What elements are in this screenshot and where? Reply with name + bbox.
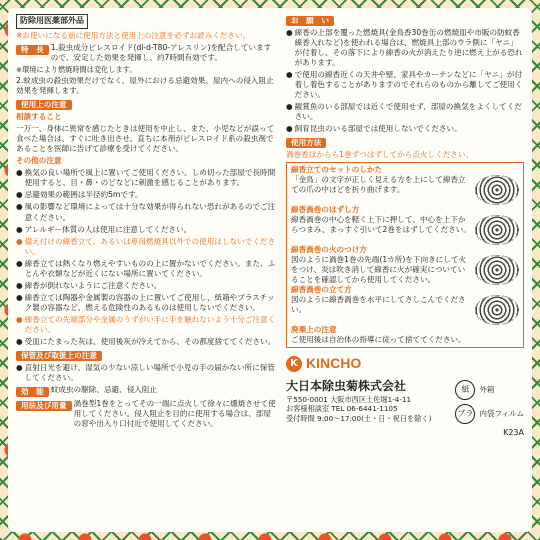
quasi-drug-header: 防除用医薬部外品 (16, 14, 88, 29)
kincho-mark-icon: K (286, 356, 302, 372)
set-header: 線香渦巻の立て方 (291, 285, 352, 295)
set-text: 図のように線香渦巻を水平にしてさしこんでください。 (291, 295, 466, 315)
other-item: ● 備え付けの線香立て、あるいは専用燃焼具以外での使用はしないでください。 (16, 236, 276, 256)
plastic-recycle-mark: プラ 内袋フィルム (455, 404, 524, 424)
light-text: 図のように渦巻1巻の先端(1カ所)を下向きにして火をつけ、炎は吹き消して線香に火が確実についていることを確認してから使用してください。 (291, 255, 467, 285)
stand-illustration-icon (475, 175, 519, 205)
consult-header: 相談すること (16, 112, 62, 122)
efficacy: 効 能 蚊成虫の駆除、忌避、侵入阻止 (16, 385, 278, 397)
left-column (16, 14, 278, 526)
separate-header: 線香渦巻のはずし方 (291, 205, 360, 215)
company-name: 大日本除虫菊株式会社 (286, 378, 407, 393)
stand-header: 線香立てのセットのしかた (291, 165, 383, 175)
other-item: ● 線香立ては熱くなり燃えやすいものの上に置かないでください。また、ふとんや衣類などが近くにない場所に置いてください。 (16, 258, 276, 278)
usage-method-text: 渦巻香はからら1巻ずつはずしてから点火しください。 (286, 150, 474, 160)
right-column (286, 14, 524, 526)
other-item: ● 風の影響など環境によっては十分な効果が得られない恐れがあるのでご注意ください。 (16, 202, 276, 222)
precautions-header: 使用上の注意 (16, 100, 72, 110)
holder-illustration-icon (475, 295, 519, 325)
request-header: お 願 い (286, 16, 334, 26)
dispose-header: 廃棄上の注意 (291, 325, 337, 335)
customer-phone: お客様相談室 TEL 06-6441-1105 (286, 404, 398, 414)
other-item: ● アレルギー体質の人は使用に注意してください。 (16, 224, 192, 234)
feature-1: 特 長 1.殺虫成分ピレスロイド(dl-d-T80-アレスリン)を配合していますので、安定した効果を発揮し、約7時間有効です。 (16, 43, 278, 63)
other-item: ● 換気の良い場所で風上に置いてご使用ください。しめ切った部屋で長時間使用すると、目・鼻・のどなどに刺激を感じることがあります。 (16, 168, 276, 188)
request-item: ● 線香の上部を覆った燃焼具(金鳥香30巻缶の燃焼皿や市販の防蚊香線香入れなど)を使われる場合は、燃焼具上部のウラ側に「ヤニ」が付着し、その落下により線香の火が消えたり逆に燃え上がる恐れがあります。 (286, 28, 523, 68)
paper-recycle-icon: 紙 (455, 380, 475, 400)
plastic-recycle-icon: プラ (455, 404, 475, 424)
product-code: K23A (503, 427, 524, 437)
request-item: ● で使用の線香近くの天井や壁、家具やカーテンなどに「ヤニ」が付着し着色することがありますのでそれらのものから離してご使用ください。 (286, 70, 523, 100)
usage-dosage: 用法及び用量 渦巻型1巻をとってその一端に点火して徐々に燻焼させて使用してください。侵入阻止を目的に使用する場合は、部屋の窓や出入り口付近で使用してください。 (16, 399, 278, 429)
other-precautions-header: その他の注意 (16, 156, 62, 166)
storage-header: 保管及び取扱上の注意 (16, 351, 102, 361)
separate-illustration-icon (475, 215, 519, 245)
other-item: ● 受皿にたまった灰は、使用後灰が冷えてから、その都度捨ててください。 (16, 336, 276, 346)
read-first-warning: ※お使いになる前に使用方法と使用上の注意を必ずお読みください。 (16, 30, 251, 40)
dispose-text: ご使用後は自治体の指導に従って捨ててください。 (291, 335, 466, 345)
light-header: 線香渦巻の火のつけ方 (291, 245, 367, 255)
other-item: ● 忌避効果の範囲は半径約5mです。 (16, 190, 143, 200)
other-item: ● 線香立ては陶器や金属製の容器の上に置いてご使用し、紙箱やプラスチック製の容器など、燃える危険性のあるものは使用しないでください。 (16, 292, 275, 312)
stand-text: 「金鳥」の文字が正しく見える方を上にして線香立ての爪の中ほどを折り曲げます。 (291, 175, 466, 195)
storage-text: ● 直射日光を避け、湿気の少ない涼しい場所で小児の手の届かない所に保管してください。 (16, 362, 275, 382)
request-item: ● 観賞魚のいる部屋では近くで使用せず、部屋の換気をよくしてください。 (286, 102, 522, 122)
separate-text: 線香渦巻の中心を軽く上下に押して、中心を上下からつまみ、まっすぐ引いて2巻をはずしてください。 (291, 215, 471, 235)
other-item: ● 線香立ての先端部分や金属のうずがい手に手を触れないよう十分ご注意ください。 (16, 314, 276, 334)
business-hours: 受付時間 9:00〜17:00(土・日・祝日を除く) (286, 414, 432, 424)
consult-text: 一万一、身体に異常を感じたときは使用を中止し、また、小児などが誤って食べた場合は、すぐに吐き出させ、直ちに本剤がピレスロイド系の殺虫剤であることを医師に告げて診療を受けてください。 (16, 124, 275, 154)
feature-2: 2.蚊成虫の殺虫効果だけでなく、屋外における忌避効果、屋内への侵入阻止効果を発揮します。 (16, 76, 274, 96)
instructions-box (286, 162, 524, 348)
request-item: ● 飼育昆虫のいる部屋では使用しないでください。 (286, 124, 462, 134)
paper-recycle-mark: 紙 外箱 (455, 380, 524, 400)
other-item: ● 線香が倒れないようにご注意ください。 (16, 280, 162, 290)
label-panel (8, 8, 532, 532)
usage-method-header: 使用方法 (286, 138, 326, 148)
coil-illustration-icon (475, 255, 519, 285)
brand-logo: K KINCHO (286, 354, 524, 372)
feature-note: ※環境により燃焼時間は変化します。 (16, 64, 137, 74)
company-address: 〒550-0001 大阪市西区土佐堀1-4-11 (286, 394, 412, 404)
feature-label: 特 長 (16, 45, 49, 55)
